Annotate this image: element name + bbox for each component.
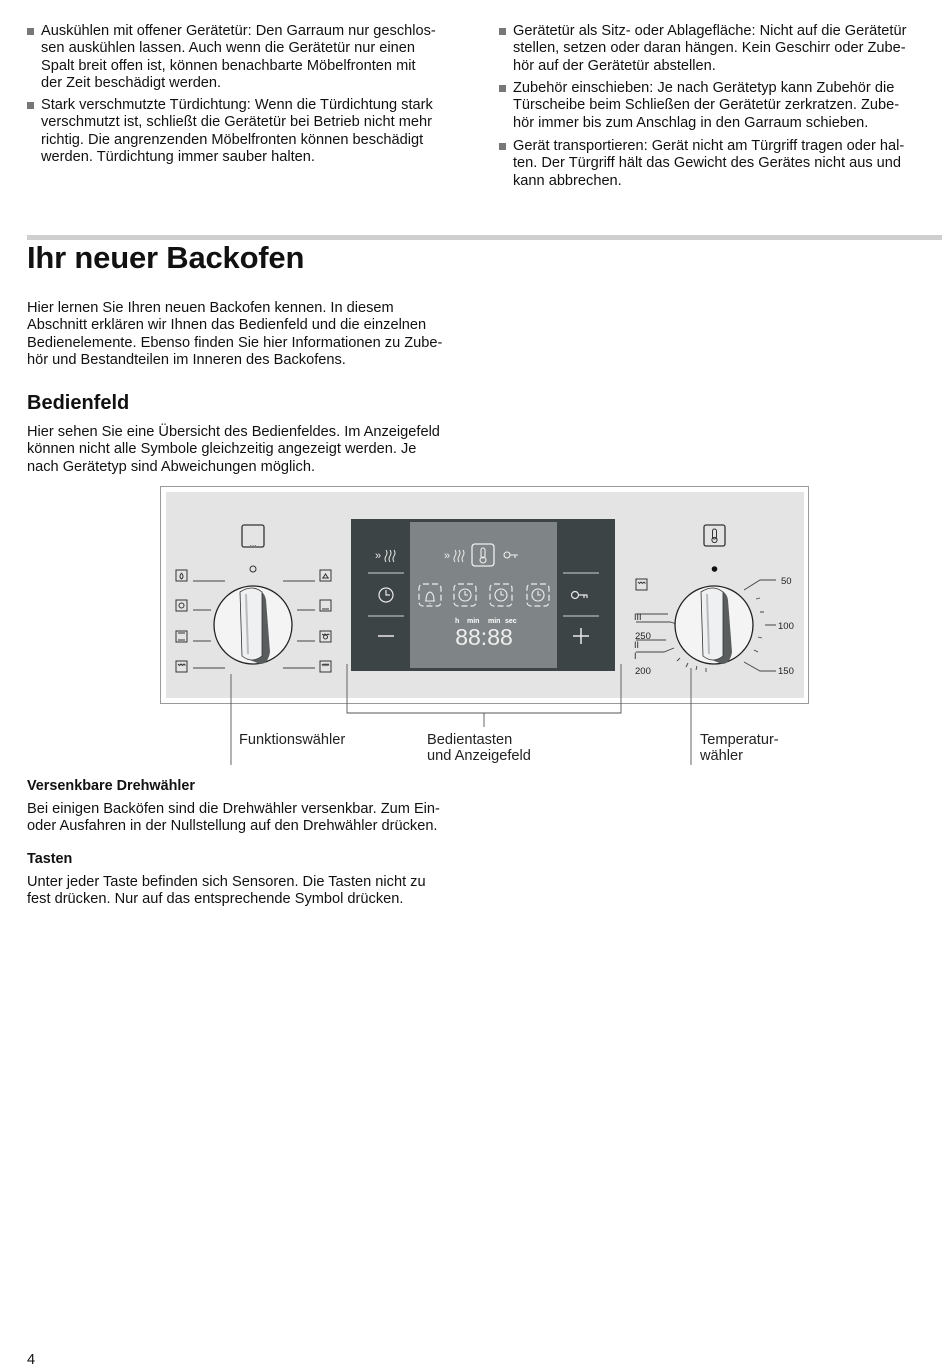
callout-temperature-selector (700, 733, 779, 764)
bullet-line: kann abbrechen. (513, 172, 622, 189)
temp-label-50: 50 (781, 576, 792, 587)
text-line: können nicht alle Symbole gleichzeitig angezeigt werden. Je (27, 441, 417, 458)
zero-position-dot (712, 566, 718, 572)
bullet-line: werden. Türdichtung immer sauber halten. (41, 148, 315, 165)
bullet-line: Gerät transportieren: Gerät nicht am Türgriff tragen oder hal- (513, 138, 905, 154)
grill-mark: I (634, 651, 637, 661)
callout-text: Bedientasten (427, 732, 513, 748)
tasten-heading: Tasten (27, 851, 73, 867)
text-line: hör und Bestandteilen im Inneren des Backofens. (27, 351, 346, 368)
bullet-line: Gerätetür als Sitz- oder Ablagefläche: Nicht auf die Gerätetür (513, 23, 907, 39)
display-block (351, 519, 615, 671)
text-line: Bedienelemente. Ebenso finden Sie hier Informationen zu Zube- (27, 334, 443, 351)
temp-label-100: 100 (778, 621, 794, 632)
text-line: fest drücken. Nur auf das entsprechende Symbol drücken. (27, 891, 404, 908)
text-line: Abschnitt erklären wir Ihnen das Bedienfeld und die einzelnen (27, 317, 427, 334)
bullet-line: verschmutzt ist, schließt die Gerätetür bei Betrieb nicht mehr (41, 114, 432, 131)
svg-text:»: » (375, 550, 382, 562)
bullet-line: Auskühlen mit offener Gerätetür: Den Garraum nur geschlos- (41, 23, 436, 39)
bullet-line: hör auf der Gerätetür abstellen. (513, 57, 716, 74)
callout-function-selector (239, 733, 345, 749)
bullet-line: hör immer bis zum Anschlag in den Garraum schieben. (513, 114, 869, 131)
text-line: oder Ausfahren in der Nullstellung auf den Drehwähler drücken. (27, 818, 438, 835)
callout-text: wähler (700, 747, 743, 764)
text-line: Unter jeder Taste befinden sich Sensoren. Die Tasten nicht zu (27, 874, 426, 890)
callout-text: Funktionswähler (239, 732, 346, 748)
bullet-line: Türscheibe beim Schließen der Gerätetür zerkratzen. Zube- (513, 97, 900, 114)
page-title: Ihr neuer Backofen (27, 240, 305, 275)
temp-label-150: 150 (778, 666, 794, 677)
bullet-line: richtig. Die angrenzenden Möbelfronten können beschädigt (41, 131, 424, 148)
bullet-line: Stark verschmutzte Türdichtung: Wenn die Türdichtung stark (41, 97, 433, 113)
bullet-line: stellen, setzen oder daran hängen. Kein Geschirr oder Zube- (513, 40, 906, 57)
bullet-line: sen auskühlen lassen. Auch wenn die Gerätetür nur einen (41, 40, 416, 57)
tasten-paragraph (27, 874, 487, 909)
bullet-line: ten. Der Türgriff hält das Gewicht des Gerätes nicht aus und (513, 155, 902, 172)
temp-label-200: 200 (635, 666, 651, 677)
unit-label: h (455, 618, 460, 625)
display-time: 88:88 (455, 624, 513, 650)
unit-label: min (488, 618, 501, 625)
temp-label-250: 250 (635, 631, 651, 642)
bedienfeld-heading: Bedienfeld (27, 392, 130, 414)
grill-mark: II (634, 640, 640, 650)
unit-label: sec (505, 618, 517, 625)
versenkbar-heading: Versenkbare Drehwähler (27, 778, 195, 794)
text-line: Hier sehen Sie eine Übersicht des Bedienfeldes. Im Anzeigefeld (27, 424, 440, 440)
callout-text: Temperatur- (700, 732, 779, 748)
unit-label: min (467, 618, 480, 625)
callout-text: und Anzeigefeld (427, 747, 531, 764)
page-number: 4 (27, 1352, 36, 1368)
svg-text:...: ... (249, 539, 257, 548)
text-line: nach Gerätetyp sind Abweichungen möglich. (27, 458, 315, 475)
versenkbar-paragraph (27, 801, 487, 836)
text-line: Bei einigen Backöfen sind die Drehwähler versenkbar. Zum Ein- (27, 801, 440, 817)
callout-buttons-display (427, 733, 531, 764)
bullet-line: der Zeit beschädigt werden. (41, 74, 222, 91)
text-line: Hier lernen Sie Ihren neuen Backofen kennen. In diesem (27, 300, 394, 316)
bullet-line: Zubehör einschieben: Je nach Gerätetyp kann Zubehör die (513, 80, 895, 96)
bullet-line: Spalt breit offen ist, können benachbarte Möbelfronten mit (41, 57, 416, 74)
svg-text:»: » (444, 550, 451, 562)
grill-mark: III (634, 612, 642, 622)
